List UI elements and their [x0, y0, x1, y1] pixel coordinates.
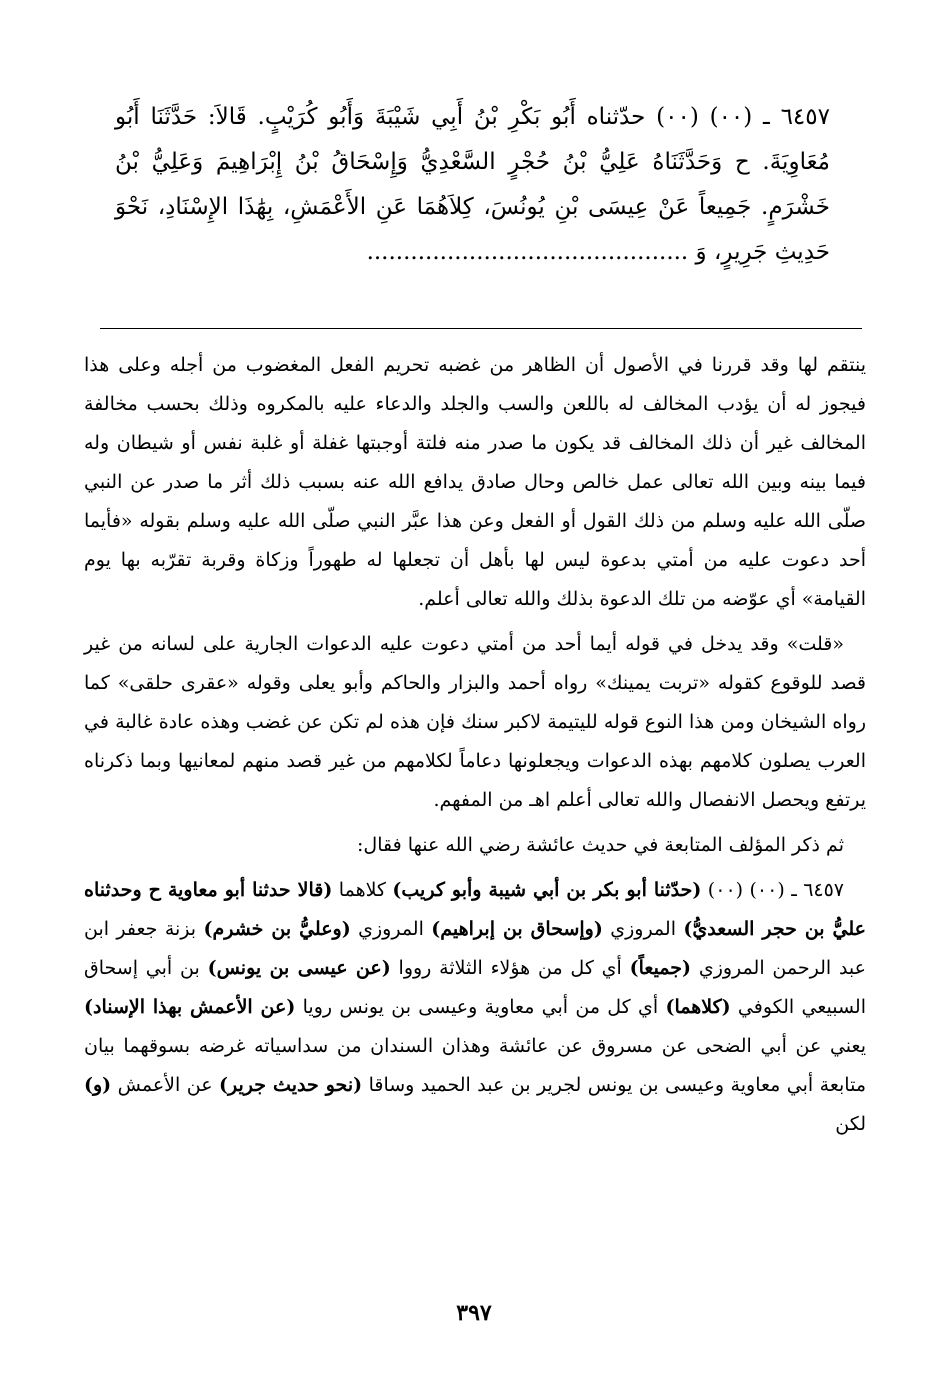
quoted-chain: (وعليُّ بن خشرم)	[203, 918, 351, 940]
explanation: أي كل من أبي معاوية وعيسى بن يونس رويا	[295, 996, 666, 1018]
commentary-paragraph-1: ينتقم لها وقد قررنا في الأصول أن الظاهر من غضبه تحريم الفعل المغضوب من أجله وعلى هذا فيجوز له أن يؤدب المخالف له باللعن والسب والجلد والدعاء عليه بالمكروه وذلك بحسب مخالفة المخالف غير أن ذلك المخالف قد يكون ما صدر منه فلتة أوجبتها غفلة أو غلبة نفس أو شيطان وله فيما بينه وبين الله تعالى عمل خالص وحال صادق يدافع الله عنه بسبب ذلك أثر ما صدر عن النبي صلّى الله عليه وسلم من ذلك القول أو الفعل وعن هذا عبَّر النبي صلّى الله عليه وسلم بقوله «فأيما أحد دعوت عليه من أمتي بدعوة ليس لها بأهل أن تجعلها له طهوراً وزكاة وقربة تقرّبه بها يوم القيامة» أي عوّضه من تلك الدعوة بذلك والله تعالى أعلم.	[84, 354, 866, 610]
explanation: لكن	[835, 1113, 866, 1135]
explanation: يعني عن أبي الضحى عن مسروق عن عائشة وهذان السندان من سداسياته غرضه بسوقهما بيان متابعة أبي معاوية وعيسى بن يونس لجرير بن عبد الحميد وساقا	[84, 1035, 867, 1096]
quoted-chain: (قالا حدثنا أبو معاوية ح وحدثناه عليُّ بن حجر السعديُّ)	[84, 879, 866, 940]
quoted-chain: (نحو حديث جرير)	[219, 1074, 363, 1096]
explanation: بزنة جعفر ابن عبد الرحمن المروزي	[84, 918, 866, 979]
explanation: عن الأعمش	[111, 1074, 220, 1096]
explanation: المروزي	[350, 918, 432, 940]
explanation: كلاهما	[332, 879, 393, 901]
hadith-text-block	[115, 95, 830, 275]
quoted-chain: (جميعاً)	[629, 957, 692, 979]
quoted-chain: (حدّثنا أبو بكر بن أبي شيبة وأبو كريب)	[392, 879, 702, 901]
quoted-chain: (كلاهما)	[665, 996, 731, 1018]
quoted-chain: (عن الأعمش بهذا الإسناد)	[84, 996, 296, 1018]
quoted-chain: (عن عيسى بن يونس)	[207, 957, 391, 979]
commentary-paragraph-2: «قلت» وقد يدخل في قوله أيما أحد من أمتي دعوت عليه الدعوات الجارية على لسانه من غير قصد للوقوع كقوله «تربت يمينك» رواه أحمد والبزار والحاكم وأبو يعلى وقوله «عقرى حلقى» كما رواه الشيخان ومن هذا النوع قوله لليتيمة لاكبر سنك فإن هذه لم تكن عن غضب وهذه عادة غالبة في العرب يصلون كلامهم بهذه الدعوات ويجعلونها دعاماً لكلامهم من غير قصد منهم لمعانيها وبما ذكرناه يرتفع ويحصل الانفصال والله تعالى أعلم اهـ من المفهم.	[84, 633, 866, 811]
commentary-paragraph-4	[84, 871, 866, 1144]
hadith-number: ٦٤٥٧ ـ (٠٠) (٠٠)	[701, 879, 845, 901]
commentary-paragraph-3: ثم ذكر المؤلف المتابعة في حديث عائشة رضي الله عنها فقال:	[357, 834, 844, 856]
page-number: ٣٩٧	[456, 1300, 492, 1326]
hadith-paragraph: ٦٤٥٧ ـ (٠٠) (٠٠) حدّثناه أَبُو بَكْرِ بْنُ أَبِي شَيْبَةَ وَأَبُو كُرَيْبٍ. قَالاَ: حَدَّثَنَا أَبُو مُعَاوِيَةَ. ح وَحَدَّثَنَاهُ عَلِيُّ بْنُ حُجْرٍ السَّعْدِيُّ وَإِسْحَاقُ بْنُ إِبْرَاهِيمَ وَعَلِيُّ بْنُ خَشْرَمٍ. جَمِيعاً عَنْ عِيسَى بْنِ يُونُسَ، كِلاَهُمَا عَنِ الأَعْمَشِ، بِهَٰذَا الإِسْنَادِ، نَحْوَ حَدِيثِ جَرِيرٍ، وَ ............................................	[115, 104, 830, 265]
explanation: أي كل من هؤلاء الثلاثة رووا	[390, 957, 630, 979]
quoted-chain: (و)	[84, 1074, 112, 1096]
explanation: المروزي	[602, 918, 684, 940]
quoted-chain: (وإسحاق بن إبراهيم)	[431, 918, 603, 940]
explanation: بن أبي إسحاق السبيعي الكوفي	[84, 957, 866, 1018]
commentary-block	[84, 346, 866, 1144]
footnote-separator	[100, 328, 862, 329]
